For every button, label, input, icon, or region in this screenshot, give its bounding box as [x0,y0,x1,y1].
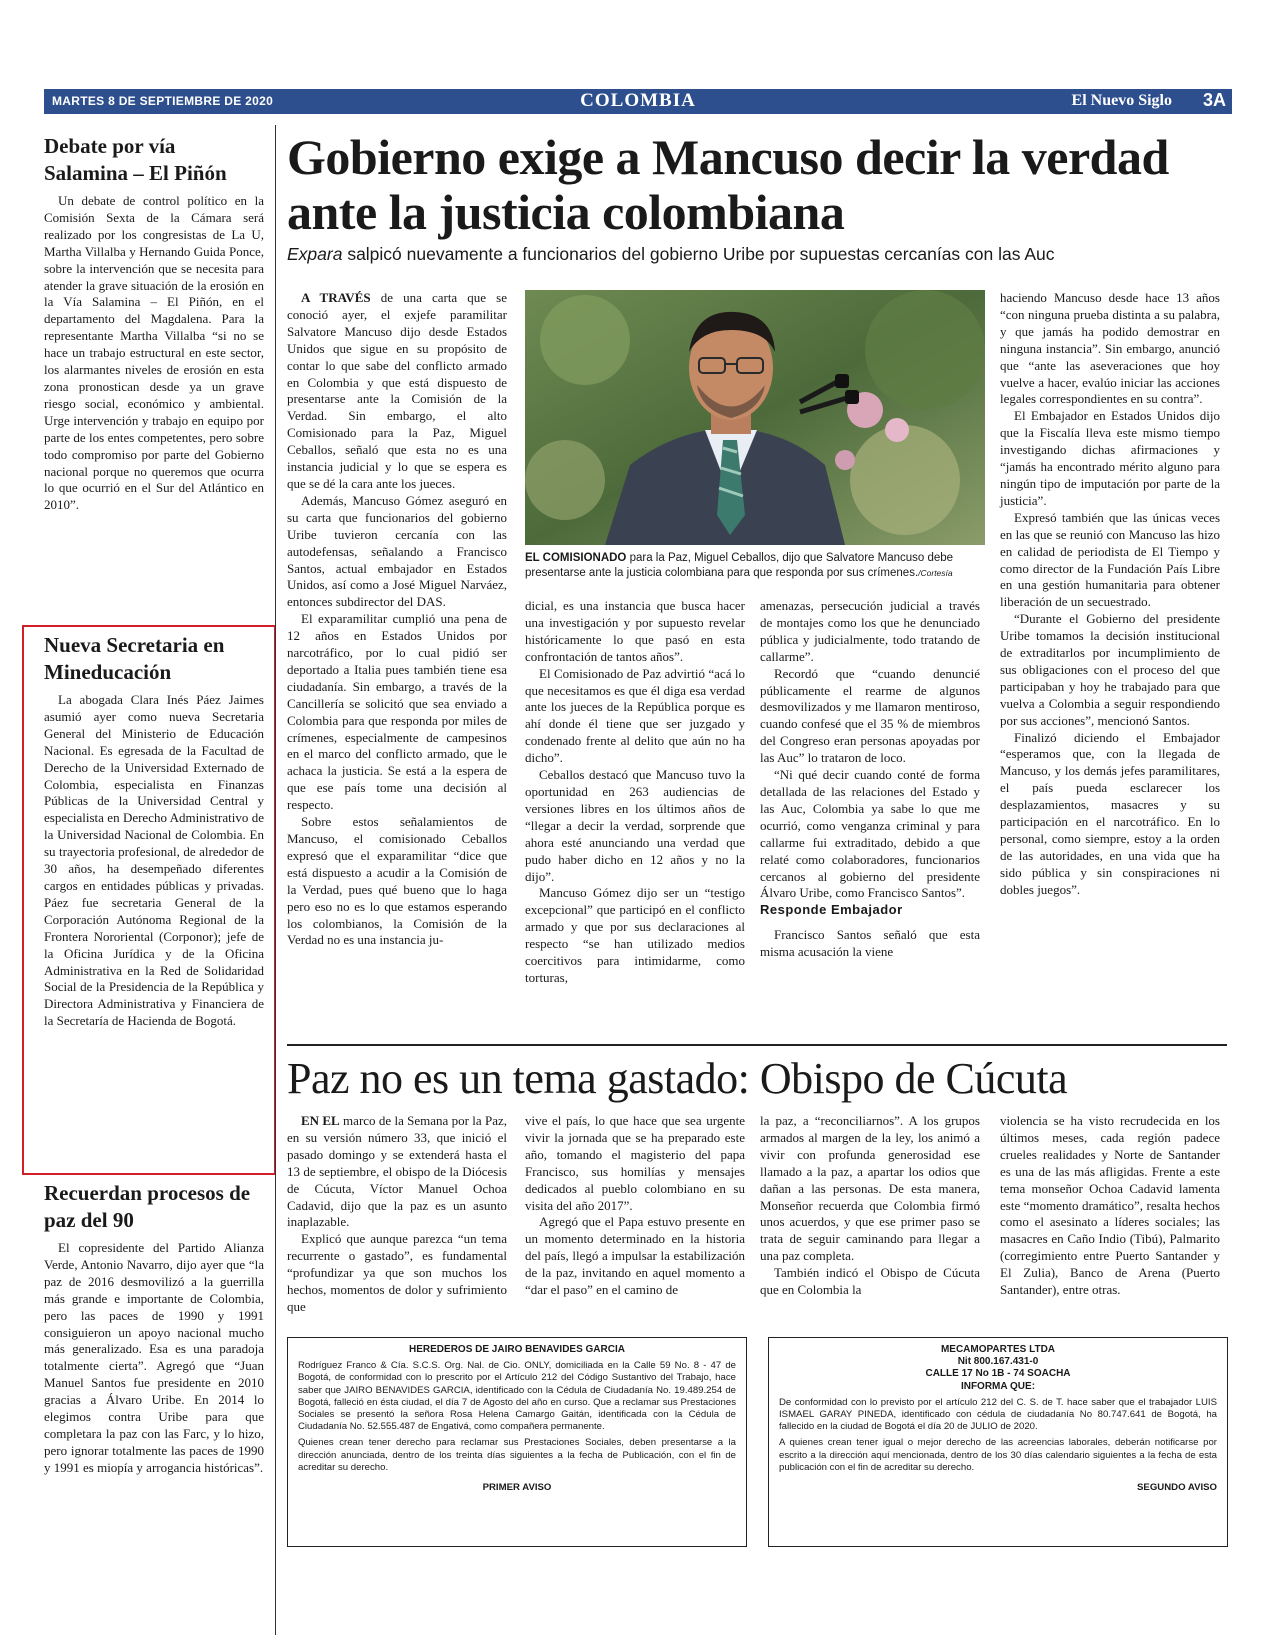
paragraph: “Durante el Gobierno del presidente Uribe tomamos la decisión institucional de extraditarlos por incumplimiento de sus obligaciones con el proceso del que participaban y hoy he trabajado para que vuelva a Colombia a seguir respondiendo por sus acciones”, mencionó Santos. [1000,611,1220,728]
photo-illustration [525,290,985,545]
paragraph: El Comisionado de Paz advirtió “acá lo que necesitamos es que él diga esa verdad ante los jueces de la República porque es ahí donde él tiene que ser juzgado y condenado frente al delito que aún no ha dicho”. [525,665,745,766]
paragraph: El exparamilitar cumplió una pena de 12 años en Estados Unidos por narcotráfico, por lo cual pidió ser deportado a Italia pues también tiene esa ciudadanía. Sin embargo, a través de la Cancillería se solicitó que sea enviado a Colombia para que responda por miles de crímenes, especialmente de campesinos en el marco del conflicto armado, que le achaca la justicia. Se está a la espera de que ese país tome una decisión al respecto. [287,611,507,813]
paragraph: Explicó que aunque parezca “un tema recurrente o gastado”, es fundamental “profundizar ya que son muchos los hechos, momentos de dolor y sufrimiento que [287,1231,507,1314]
paragraph: Expresó también que las únicas veces en las que se reunió con Mancuso las hizo en calidad de periodista de El Tiempo y como director de la Fundación País Libre en una gestión humanitaria para obtener liberación de un secuestrado. [1000,509,1220,610]
notice-informs: INFORMA QUE: [960,1380,1036,1392]
caption-text: para la Paz, Miguel Ceballos, dijo que Salvatore Mancuso debe presentarse ante la justicia colombiana para que responda por sus crímenes. [525,552,954,579]
paragraph: Sobre estos señalamientos de Mancuso, el comisionado Ceballos expresó que el exparamilitar “dice que está dispuesto a acudir a la Comisión de la Verdad, pues qué bueno que lo haga pero eso no es lo que estamos esperando los colombianos, la Comisión de la Verdad no es una instancia ju- [287,814,507,948]
notice-body: Rodríguez Franco & Cía. S.C.S. Org. Nal. de Cio. ONLY, domiciliada en la Calle 59 No. 8 - 47 de Bogotá, de conformidad con lo prescrito por el Artículo 212 del Código Sustantivo del Trabajo, hace saber que JAIRO BENAVIDES GARCIA, identificado con la Cédula de Ciudadanía No. 19.489.254 de Bogotá, falleció en ésta ciudad, el día 7 de Agosto del año en curso. Que a reclamar sus Prestaciones Sociales se presentó la señora Rosa Helena Camargo Gaitán, identificada con la Cédula de Ciudadanía No. 52.555.487 de Engativá, como compañera permanente. [298,1360,736,1433]
second-column-2 [525,1113,745,1299]
paragraph: amenazas, persecución judicial a través de montajes como los que he denunciado pública y judicialmente, todo tratando de callarme”. [760,598,980,664]
news-photo [525,290,985,545]
paragraph: la paz, a “reconciliarnos”. A los grupos armados al margen de la ley, los animó a vivir con profunda generosidad ese llamado a la paz, a apartar los odios que dañan a las personas. De esta manera, Monseñor recuerda que Colombia firmó unos acuerdos, y que ese primer paso se trata de seguir caminando para llegar a una paz completa. [760,1113,980,1264]
paragraph: haciendo Mancuso desde hace 13 años “con ninguna prueba distinta a su palabra, y que jamás ha podido demostrar en ninguna instancia”. Sin embargo, anunció que “ante las aseveraciones que hoy vuelve a hacer, evalúo iniciar las acciones legales correspondientes en su contra”. [1000,290,1220,407]
brief-title: Debate por vía Salamina – El Piñón [44,134,227,185]
story-separator [287,1044,1227,1046]
second-headline: Paz no es un tema gastado: Obispo de Cúcuta [287,1054,1068,1103]
paragraph: Francisco Santos señaló que esta misma acusación la viene [760,927,980,960]
notice-title: MECAMOPARTES LTDA [940,1344,1056,1355]
paragraph: Ceballos destacó que Mancuso tuvo la oportunidad en 263 audiencias de versiones libres en los últimos años de “llegar a decir la verdad, sorprende que ahora esté anunciando una verdad que pudo haber dicho en 12 años y no la dijo”. [525,767,745,884]
notice-address: CALLE 17 No 1B - 74 SOACHA [925,1368,1071,1380]
notice-nit: Nit 800.167.431-0 [957,1356,1039,1368]
paragraph [287,1113,507,1231]
column-divider [275,125,276,1635]
lead-in: EN EL [301,1113,340,1128]
paragraph: Mancuso Gómez dijo ser un “testigo excepcional” que participó en el conflicto armado y que por sus declaraciones al respecto “se han utilizado medios coercitivos para intimidarme, como torturas, [525,885,745,985]
subhead-italic: Expara [287,244,343,264]
issue-date: MARTES 8 DE SEPTIEMBRE DE 2020 [52,94,274,108]
notice-footer: PRIMER AVISO [482,1482,552,1494]
second-column-4 [1000,1113,1220,1299]
second-column-3 [760,1113,980,1299]
notice-footer: SEGUNDO AVISO [1137,1482,1217,1494]
main-subhead [287,244,1227,265]
lead-in: A TRAVÉS [301,290,371,305]
masthead-bar [44,89,1232,114]
brief-title: Recuerdan procesos de paz del 90 [44,1181,251,1232]
paragraph: dicial, es una instancia que busca hacer una investigación y por supuesto revelar históricamente lo que pasó en esta confrontación de tantos años”. [525,598,745,664]
notice-body-2: A quienes crean tener igual o mejor derecho de las acreencias laborales, deberán notificarse por escrito a la dirección aquí mencionada, dentro de los 30 días calendario siguientes a la fecha de esta publicación con el fin de acreditar su derecho. [779,1437,1217,1473]
paragraph: vive el país, lo que hace que sea urgente vivir la jornada que se ha preparado este año, tomando el magisterio del papa Francisco, sus homilías y mensajes dedicados al pueblo colombiano en su visita del año 2017”. [525,1113,745,1213]
paragraph: Recordó que “cuando denuncié públicamente el rearme de algunos desmovilizados y me llamaron mentiroso, cuando confesé que el 35 % de miembros del Congreso eran personas apoyadas por las Auc” lo trataron de loco. [760,665,980,766]
paragraph: El Embajador en Estados Unidos dijo que la Fiscalía lleva este mismo tiempo investigando dichas afirmaciones y “jamás ha encontrado mérito alguno para ningún tipo de imputación por parte de la justicia”. [1000,408,1220,508]
brief-title: Nueva Secretaria en Mineducación [44,633,225,684]
paragraph: violencia se ha visto recrudecida en los últimos meses, cada región padece crueles realidades y Norte de Santander es una de las más afligidas. Frente a este tema monseñor Ochoa Cadavid lamenta este “momento dramático”, resalta hechos como el asesinato a líderes sociales; las masacres en Caño Indio (Tibú), Palmarito (corregimiento entre Puerto Santander y El Zulia), Banco de Arena (Puerto Santander), entre otras. [1000,1113,1220,1298]
section-name: COLOMBIA [580,90,696,111]
second-column-1 [287,1113,507,1316]
brief-text: La abogada Clara Inés Páez Jaimes asumió ayer como nueva Secretaria General del Ministerio de Educación Nacional. Es egresada de la Facultad de Derecho de la Universidad Externado de Colombia, especialista en Finanzas Públicas de la Universidad Central y especialista en Derecho Administrativo de la Universidad Nacional de Colombia. En su trayectoria profesional, de alrededor de 30 años, ha desempeñado diferentes cargos en entidades públicas y privadas. Páez fue secretaria General de la Corporación Autónoma Regional de la Frontera Nororiental (Corponor); jefe de la Oficina Jurídica y de la Oficina Administrativa en la Red de Solidaridad Social de la Presidencia de la República y Directora Administrativa y Financiera de la Secretaría de Hacienda de Bogotá. [44,692,264,1029]
brief-1 [44,133,264,514]
brief-2 [44,632,264,1030]
section-subtitle: Responde Embajador [760,902,903,918]
subhead-rest: salpicó nuevamente a funcionarios del gobierno Uribe por supuestas cercanías con las Auc [342,244,1055,264]
paragraph: Agregó que el Papa estuvo presente en un momento determinado en la historia del país, llegó a impulsar la estabilización de la paz, invitando en aquel momento a “dar el paso” en el camino de [525,1214,745,1298]
paragraph: Además, Mancuso Gómez aseguró en su carta que funcionarios del gobierno Uribe tuvieron cercanía con las autodefensas, señalando a Francisco Santos, actual embajador en Estados Unidos, así como a José Miguel Narváez, entonces subdirector del DAS. [287,492,507,610]
brief-text: Un debate de control político en la Comisión Sexta de la Cámara será realizado por los congresistas de La U, Martha Villalba y Hernando Guida Ponce, sobre la intervención que se necesita para atender la grave situación de la erosión en la Vía Salamina – El Piñón, en el departamento del Magdalena. Para la representante Martha Villalba “si no se hace un trabajo estructural en este sector, los alarmantes niveles de erosión en esta zona pronostican desde ya un grave riesgo social, económico y ambiental. Urge intervención y trabajo en equipo por parte de los entes competentes, pero sobre todo compromiso por parte del Gobierno nacional porque no queremos que ocurra lo que ocurrió en el Sur del Atlántico en 2010”. [44,193,264,513]
notice-title: HEREDEROS DE JAIRO BENAVIDES GARCIA [409,1344,625,1355]
notice-body-2: Quienes crean tener derecho para reclamar sus Prestaciones Sociales, deben presentarse a la dirección anunciada, dentro de los treinta días siguientes a la fecha de Publicación, con el fin de acreditar su derecho. [298,1437,736,1473]
paragraph-text: marco de la Semana por la Paz, en su versión número 33, que inició el pasado domingo y se extenderá hasta el 13 de septiembre, el obispo de la Diócesis de Cúcuta, Víctor Manuel Ochoa Cadavid, dijo que la paz es un asunto inaplazable. [287,1113,508,1230]
paragraph: También indicó el Obispo de Cúcuta que en Colombia la [760,1265,980,1298]
brief-text: El copresidente del Partido Alianza Verde, Antonio Navarro, dijo ayer que “la paz de 2016 desmovilizó a la guerrilla más grande e importante de Colombia, pero las paces de 1990 y 1991 consiguieron un apoyo nacional mucho más generalizado. Esa es una paradoja totalmente cierta”. Agregó que “Juan Manuel Santos fue presidente en 2010 gracias a Álvaro Uribe. En 2014 lo elegimos contra Uribe para que completara la paz con las Farc, y lo hizo, pero ignorar totalmente las paces de 1990 y 1991 es miopía y arrogancia históricas”. [44,1240,264,1475]
main-column-4 [1000,290,1220,899]
legal-notice-1 [287,1337,747,1547]
paragraph [287,290,507,493]
main-column-2 [525,598,745,987]
caption-lead: EL COMISIONADO [525,552,627,564]
main-column-1 [287,290,507,949]
paragraph: “Ni qué decir cuando conté de forma detallada de las relaciones del Estado y las Auc, Colombia ya sabe lo que me ocurrió, como venganza criminal y para callarme fui extraditado, debido a que relaté como colaboradores, funcionarios cercanos al gobierno del presidente Álvaro Uribe, como Francisco Santos”. [760,767,980,901]
photo-credit: /Cortesía [918,567,953,578]
legal-notice-2 [768,1337,1228,1547]
page-number: 3A [1202,90,1226,110]
main-column-3 [760,598,980,961]
paragraph: Finalizó diciendo el Embajador “esperamos que, con la llegada de Mancuso, y los demás jefes paramilitares, el país pueda esclarecer los desplazamientos, masacres y su participación en el narcotráfico. En lo personal, como siempre, estoy a la orden de las autoridades, en una vida que ha sido pública y sin conspiraciones ni dobles juegos”. [1000,729,1220,897]
paragraph-text: de una carta que se conoció ayer, el exjefe paramilitar Salvatore Mancuso dijo desde Estados Unidos que sigue en su propósito de contar lo que sabe del conflicto armado en Colombia y que está dispuesto de presentarse ante la Comisión de la Verdad. Sin embargo, el alto Comisionado para la Paz, Miguel Ceballos, señaló que esta no es una instancia judicial y lo que se espera es que se dé la cara ante los jueces. [287,290,508,491]
photo-caption [525,551,985,580]
notice-body: De conformidad con lo previsto por el artículo 212 del C. S. de T. hace saber que el trabajador LUIS ISMAEL GARAY PINEDA, identificado con cédula de ciudadanía No 80.747.641 de Bogotá, ha fallecido en la ciudad de Bogotá el día 20 de JULIO de 2020. [779,1396,1217,1433]
newspaper-name: El Nuevo Siglo [1071,92,1172,109]
main-headline: Gobierno exige a Mancuso decir la verdad ante la justicia colombiana [287,129,1169,240]
brief-3 [44,1180,264,1477]
